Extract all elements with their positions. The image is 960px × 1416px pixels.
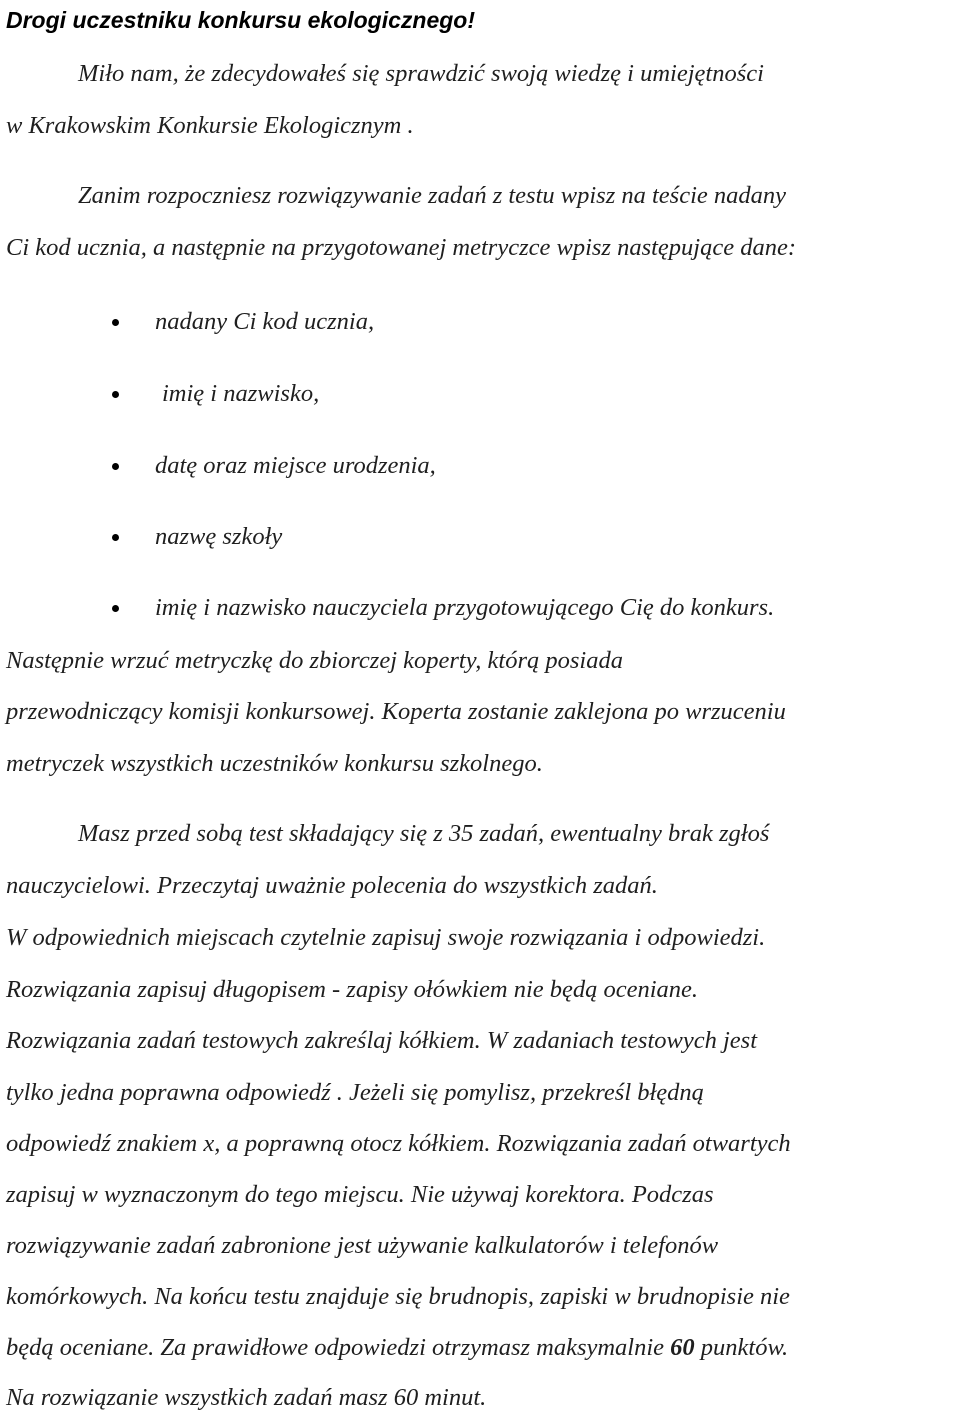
test-info-line-1: Masz przed sobą test składający się z 35 zadań, ewentualny brak zgłoś — [78, 820, 770, 847]
max-points-value: 60 — [670, 1334, 695, 1361]
test-info-line-2: nauczycielowi. Przeczytaj uważnie polecenia do wszystkich zadań. — [6, 872, 658, 899]
points-line — [6, 1332, 788, 1364]
instructions-line-2: Ci kod ucznia, a następnie na przygotowanej metryczce wpisz następujące dane: — [6, 234, 796, 261]
test-info-line-7: odpowiedź znakiem x, a poprawną otocz kółkiem. Rozwiązania zadań otwartych — [6, 1130, 791, 1157]
test-info-line-4: Rozwiązania zapisuj długopisem - zapisy ołówkiem nie będą oceniane. — [6, 976, 699, 1003]
time-limit-line: Na rozwiązanie wszystkich zadań masz 60 minut. — [6, 1384, 487, 1411]
points-line-text: będą oceniane. Za prawidłowe odpowiedzi otrzymasz maksymalnie — [6, 1334, 671, 1361]
points-line-suffix: punktów. — [694, 1334, 789, 1361]
bullet-icon — [112, 605, 119, 612]
test-info-line-5: Rozwiązania zadań testowych zakreślaj kółkiem. W zadaniach testowych jest — [6, 1027, 758, 1054]
envelope-line-3: metryczek wszystkich uczestników konkursu szkolnego. — [6, 750, 543, 777]
list-item-text: nazwę szkoły — [155, 523, 283, 550]
intro-line-2: w Krakowskim Konkursie Ekologicznym . — [6, 112, 414, 139]
bullet-icon — [112, 463, 119, 470]
list-item-text: imię i nazwisko nauczyciela przygotowującego Cię do konkurs. — [155, 594, 775, 621]
page-title: Drogi uczestniku konkursu ekologicznego! — [6, 7, 476, 33]
bullet-icon — [112, 319, 119, 326]
test-info-line-3: W odpowiednich miejscach czytelnie zapisuj swoje rozwiązania i odpowiedzi. — [6, 924, 766, 951]
envelope-line-1: Następnie wrzuć metryczkę do zbiorczej koperty, którą posiada — [6, 647, 623, 674]
intro-line-1: Miło nam, że zdecydowałeś się sprawdzić swoją wiedzę i umiejętności — [78, 60, 764, 87]
test-info-line-8: zapisuj w wyznaczonym do tego miejscu. Nie używaj korektora. Podczas — [6, 1181, 714, 1208]
instructions-line-1: Zanim rozpoczniesz rozwiązywanie zadań z testu wpisz na teście nadany — [78, 182, 787, 209]
list-item-text: datę oraz miejsce urodzenia, — [155, 452, 436, 479]
test-info-line-10: komórkowych. Na końcu testu znajduje się brudnopis, zapiski w brudnopisie nie — [6, 1283, 790, 1310]
test-info-line-9: rozwiązywanie zadań zabronione jest używanie kalkulatorów i telefonów — [6, 1232, 719, 1259]
envelope-line-2: przewodniczący komisji konkursowej. Koperta zostanie zaklejona po wrzuceniu — [6, 698, 786, 725]
test-info-line-6: tylko jedna poprawna odpowiedź . Jeżeli się pomylisz, przekreśl błędną — [6, 1079, 704, 1106]
bullet-icon — [112, 534, 119, 541]
bullet-icon — [112, 391, 119, 398]
list-item-text: imię i nazwisko, — [162, 380, 320, 407]
list-item-text: nadany Ci kod ucznia, — [155, 308, 375, 335]
